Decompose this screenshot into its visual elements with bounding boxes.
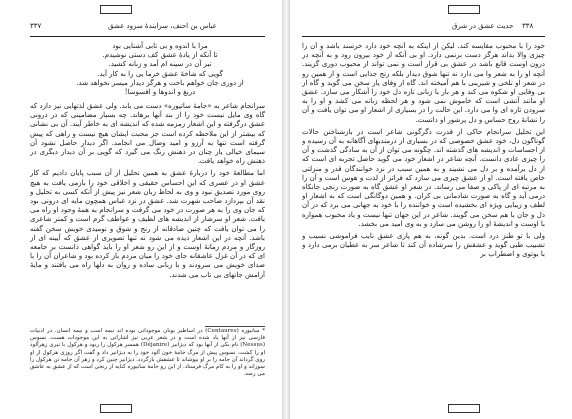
paragraph: اما مطالعهٔ خود را دربارهٔ عشق به همین تحلیل از آن سبب پایان دادیم که کار عشق او در عصری که این احساس حقیقی و اخلاقی خود را بازمی یافت به هیچ روی مورد تصدیق نبود و وی به لحاظ زبان شعر نیز پیش از آنکه کسی به تحلیل و نقد آن بپردازد صاحب شهرت شد. عشق در نزد عباس همچون مایه ای درونی بود که جان وی را به هر صورت در خود می گرفت و سرانجام به همهٔ وجود او راه می یافت. شعر او سرشار از اندیشه های لطیف و عواطف گرم است و کمتر شاعری را می توان یافت که چنین صادقانه از رنج و شوق و نومیدی خویش سخن گفته باشد. آنچه در این اشعار دیده می شود نه تنها تصویری از عشق که آیینه ای از روزگار و مردم زمانهٔ اوست و از این رو شعر او را باید گواهی دانست بر جامعه ای که در آن غزل عاشقانه جای خود را میان مردم باز کرده بود و شاعران آن را با صدای خویش می سرودند و با زبانی ساده و روان به دلها راه می یافتند و مایهٔ آرامش جانهای بی تاب می شدند. <box>30 169 265 279</box>
poem-line: دریغ و اندوها و افسوسا! <box>124 88 196 97</box>
book-gutter <box>282 0 290 419</box>
paragraph: این تحلیل سرانجام حاکی از قدرت دگرگونی شاعر است در بازشناختن حالات گوناگون دل، خود عشق خصوصی که در بسیاری از درمندیهای آگاهانه به آن رسیده و از احساسات و اندیشه های گذشته اند. چگونه می توان از آن به سادگی گذشت و آن را چیزی عادی دانست. آنچه شاعر در اشعار خود می گوید حاصل تجربه ای است که از دل برآمده و بر دل می نشیند و به همین سبب در نزد خوانندگان قدر و منزلتی خاص یافته است. او از عشق چیزی می سازد که فراتر از لذت و هوس است و آن را به مرتبه ای از پاکی و صفا می رساند. در شعر او عشق گاه به صورت رنجی جانکاه درمی آید و گاه به صورت شادمانی بی کران. و همین دوگانگی است که به اشعار او لطف و زیبایی ویژه ای بخشیده است و خواننده را با خود به جهانی می برد که در آن دل و جان با هم سخن می گویند. شاعر در این جهان تنها نیست و یاد محبوب همواره با اوست و اندیشهٔ او را روشن می سازد و به وی امید می بخشد. <box>302 127 545 228</box>
poem-line: تیر آن در سینه ام آمد و زبانه کشید. <box>108 60 212 69</box>
footnote: * ساتیوره (Centaures) در اساطیر یونان موجوداتی بوده اند نیمه اسب و نیمه انسان. در ادبیات فارسی نیز از آنها یاد شده است و در شعر عربی نیز اشاراتی به این موجودات هست. نسوس (Nessus) نام یکی از آنها بود که دیژانیر (Déjanire) همسر هرکول را ربود و هرکول با تیری زهرآلود او را کشت. نسوس پیش از مرگ جامهٔ خون آلود خود را به دیژانیر داد و گفت اگر روزی هرکول از او روی گرداند آن جامه را بر او بپوشاند تا عشقش بازگردد. دیژانیر چنین کرد و زهر آن جامه تن هرکول را سوزاند و او را به کام مرگ فرستاد. از این رو جامهٔ ساتیوره کنایه از رنجی است که از عشق به عاشق می رسد. <box>30 328 265 378</box>
poem-line: تا آنکه از یادهٔ عشق کف دستی نوشیدم. <box>102 51 218 60</box>
page-edge-marker-bottom <box>448 404 480 413</box>
poem-line: مرا با اندوه و بی تابی آشنایی بود <box>112 42 208 50</box>
footnote-rule <box>205 326 265 327</box>
body-text <box>30 102 265 322</box>
paragraph: ولی با تو طنز درد است. بدین گونه، به هم پاری عشق نایب فراموشی نسیب و تشبیب طبی گوید و عشقش را سرشاده آن کند تا شاعر سر به عطیان برمی دارد و با بوتوی و اضطراب بر <box>302 232 545 259</box>
page-edge-marker-top <box>448 5 480 14</box>
body-text <box>302 42 545 394</box>
paragraph: خود را با محبوب مقایسه کند. لیکن از اینکه به آنچه خود دارد خرسند باشد و آن را چیزی والا بداند هرگز دست برنمی دارد. او بی آنکه از خود بیرون رود و به آنچه در درون اوست قانع باشد در عشق بی قرار است و نمی تواند از محبوب دوری گزیند. آنچه او را به شعر وا می دارد نه تنها شوق دیدار بلکه رنج جدایی است و از همین رو در شعر او تلخی و شیرینی با هم آمیخته اند. گاه از وفای یار سخن می گوید و گاه از بی وفایی او شکوه می کند و هر بار با زبانی تازه دل خود را آشکار می سازد. عشق او مانند آتشی است که خاموش نمی شود و هر لحظه زبانه می کشد و او را به سرودن تازه ای وا می دارد. این حالت را در بسیاری از اشعار او می توان یافت و آن را نشانهٔ روح حساس و دل پرشور او دانست. <box>302 42 545 124</box>
poem <box>60 42 260 97</box>
poem-line: گویی که شاخهٔ عشق خرما یی را به کار آید. <box>97 69 223 78</box>
right-running-header: حدیث عشق در شرق <box>452 22 514 30</box>
header-rule <box>302 36 545 37</box>
paragraph: سرانجام شاعر به «جامهٔ ساتیوره» دست می یابد. ولی عشق لذتهایی نیز دارد که گاه وی مایل نیست خود را از بند آنها برهاند. چه بسیار مضامینی که در درونی عشق درگرفته و این اشعار زمزمه شده که اندیشه ای به خاطر آیند. آن بی نشانی که بیشتر از این ملاحظه کرده است جز محبت ایشان هیچ نیست و راهی که پیش گرفته است تنها به آرزو و امید وصال می انجامد. اگر دیدار حاصل نشود آن سیمای خیالی یار چنان در ذهنش رنگ می گیرد که گویی بر آن دیدار دیگری در ذهنش راه خواهد یافت. <box>30 102 265 166</box>
poem-line: از دوری جان خواهم باخت و هرگز دیدار میسر نخواهد شد. <box>76 78 244 87</box>
page-edge-marker-bottom <box>100 404 132 413</box>
left-page-number: ۳۳۷ <box>30 22 42 30</box>
left-running-header: عباس بن احنف، سرایندهٔ سرود عشق <box>108 22 217 30</box>
page-edge-marker-top <box>100 5 132 14</box>
right-page <box>290 0 572 419</box>
header-rule <box>30 36 265 37</box>
right-page-number: ۳۳۸ <box>522 22 534 30</box>
left-page <box>0 0 282 419</box>
